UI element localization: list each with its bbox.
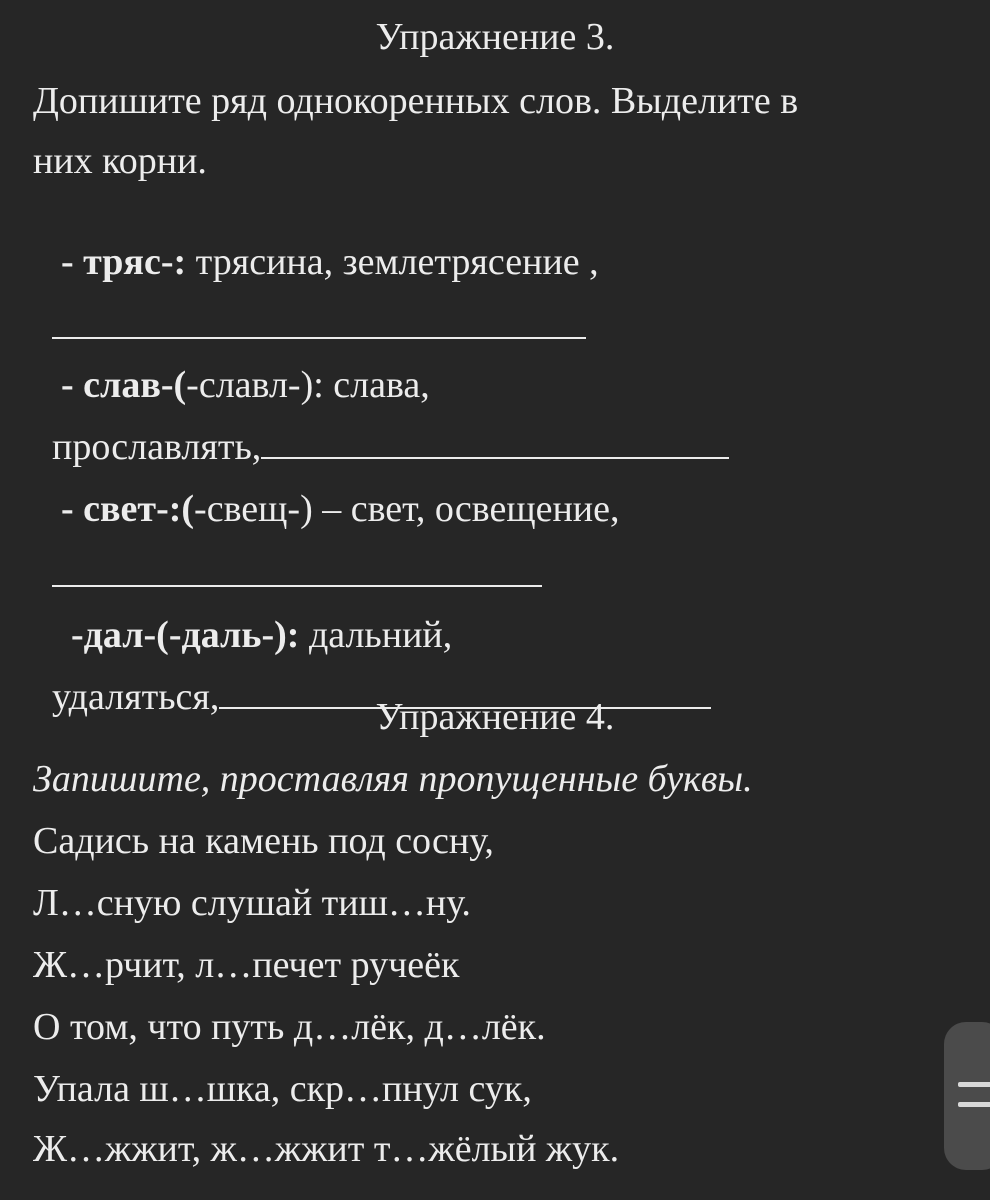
root-tryas: - тряс-: [61, 241, 187, 283]
exercise-3-title: Упражнение 3. [375, 16, 615, 58]
root-slav: - слав-( [61, 364, 187, 406]
exercise-4-instruction: Запишите, проставляя пропущенные буквы. [33, 758, 753, 800]
poem-line: Ж…рчит, л…печет ручеёк [33, 944, 460, 986]
exercise-4-title: Упражнение 4. [375, 696, 615, 738]
handle-bar-icon [958, 1082, 990, 1087]
words-svet: -свещ-) – свет, освещение, [194, 488, 620, 530]
poem-line: Садись на камень под сосну, [33, 820, 494, 862]
scroll-handle[interactable] [944, 1022, 990, 1170]
poem-line: Упала ш…шка, скр…пнул сук, [33, 1068, 532, 1110]
words-dal-line2: удаляться, [52, 676, 220, 718]
item-svet [42, 452, 620, 528]
exercise-3-instruction-line2: них корни. [33, 140, 207, 182]
words-dal: дальний, [299, 614, 453, 656]
words-slav-line2: прославлять, [52, 426, 262, 468]
words-slav: -славл-): слава, [186, 364, 430, 406]
poem-line: Л…сную слушай тиш…ну. [33, 882, 471, 924]
root-svet: - свет-:( [61, 488, 195, 530]
handle-bar-icon [958, 1102, 990, 1107]
exercise-3-instruction-line1: Допишите ряд однокоренных слов. Выделите в [33, 80, 799, 122]
poem-line: Ж…жжит, ж…жжит т…жёлый жук. [33, 1128, 620, 1170]
words-tryas: трясина, землетрясение , [186, 241, 599, 283]
poem-line: О том, что путь д…лёк, д…лёк. [33, 1006, 546, 1048]
root-dal: -дал-(-даль-): [71, 614, 300, 656]
